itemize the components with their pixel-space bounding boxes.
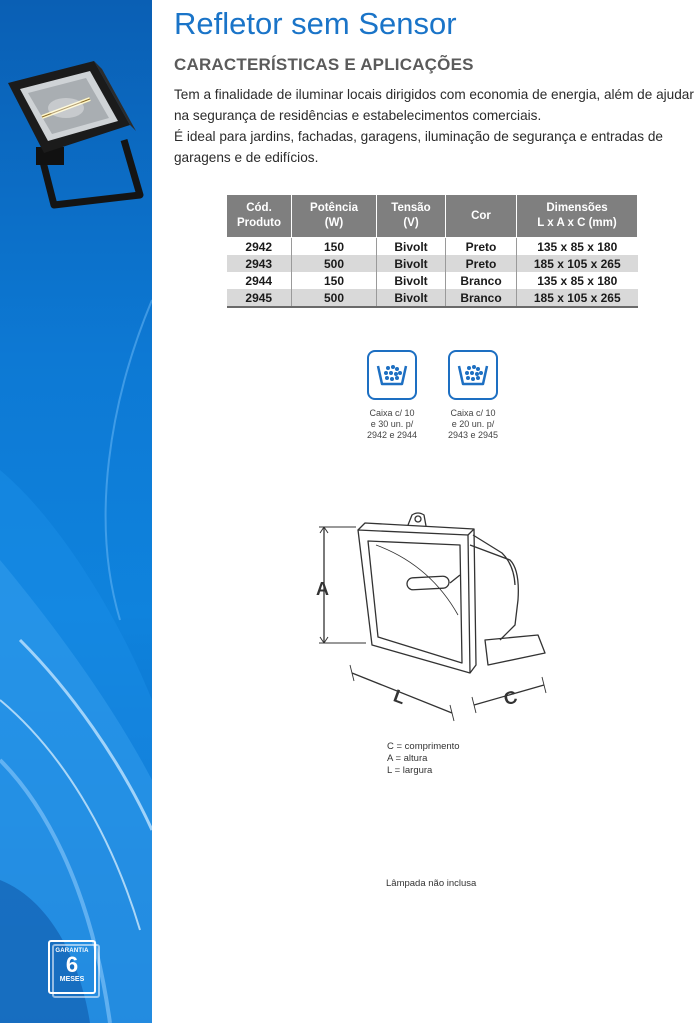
sidebar-banner <box>0 0 152 1023</box>
cell-voltage: Bivolt <box>377 289 446 307</box>
cell-power: 150 <box>292 238 377 256</box>
cell-color: Branco <box>446 272 517 289</box>
warranty-top-text: GARANTIA <box>55 948 89 954</box>
label-l: L <box>390 685 409 709</box>
packaging-info-2 <box>436 350 510 441</box>
floodlight-photo <box>2 55 148 215</box>
description-paragraph: Tem a finalidade de iluminar locais dirigidos com economia de energia, além de ajudar na segurança de residências e estabelecimentos comerciais. <box>174 87 694 123</box>
cell-voltage: Bivolt <box>377 238 446 256</box>
legend-item: L = largura <box>387 765 433 776</box>
lamp-note: Lâmpada não inclusa <box>386 878 477 889</box>
cell-voltage: Bivolt <box>377 272 446 289</box>
warranty-bottom-text: MESES <box>59 976 85 983</box>
header-line: Potência <box>310 202 358 214</box>
cell-code: 2943 <box>227 255 292 272</box>
cell-color: Preto <box>446 238 517 256</box>
header-line: Dimensões <box>546 202 608 214</box>
header-line: Cód. <box>246 202 272 214</box>
packaging-line: e 30 un. p/ <box>370 419 414 429</box>
table-row <box>227 272 638 289</box>
section-subtitle: CARACTERÍSTICAS E APLICAÇÕES <box>174 55 474 74</box>
packaging-line: Caixa c/ 10 <box>450 408 496 418</box>
warranty-badge <box>48 940 100 998</box>
table-row <box>227 289 638 307</box>
spec-table <box>226 194 638 308</box>
cell-power: 500 <box>292 255 377 272</box>
cell-dimensions: 135 x 85 x 180 <box>517 272 638 289</box>
cell-dimensions: 135 x 85 x 180 <box>517 238 638 256</box>
label-a: A <box>316 579 329 599</box>
cell-code: 2944 <box>227 272 292 289</box>
box-icon <box>448 350 498 400</box>
table-row <box>227 238 638 256</box>
description-paragraph: É ideal para jardins, fachadas, garagens, iluminação de segurança e entradas de garagens e de edifícios. <box>174 129 663 165</box>
header-color <box>446 195 517 238</box>
header-dimensions <box>517 195 638 238</box>
header-power <box>292 195 377 238</box>
header-line: Produto <box>236 217 282 229</box>
header-line: (W) <box>324 217 344 229</box>
packaging-info-1 <box>355 350 429 441</box>
packaging-line: e 20 un. p/ <box>451 419 495 429</box>
header-voltage <box>377 195 446 238</box>
cell-code: 2942 <box>227 238 292 256</box>
description <box>174 84 694 168</box>
cell-power: 500 <box>292 289 377 307</box>
header-code <box>227 195 292 238</box>
header-line: (V) <box>403 217 419 229</box>
header-line: Cor <box>471 209 491 222</box>
warranty-number: 6 <box>65 952 79 977</box>
cell-color: Preto <box>446 255 517 272</box>
header-line: L x A x C (mm) <box>537 217 617 229</box>
box-icon <box>367 350 417 400</box>
packaging-line: 2943 e 2945 <box>447 430 499 440</box>
table-row <box>227 255 638 272</box>
header-line: Tensão <box>391 202 431 214</box>
dimension-legend <box>387 741 460 777</box>
legend-item: C = comprimento <box>387 741 460 752</box>
table-header-row <box>227 195 638 238</box>
packaging-line: Caixa c/ 10 <box>369 408 415 418</box>
cell-voltage: Bivolt <box>377 255 446 272</box>
page-title: Refletor sem Sensor <box>174 6 457 41</box>
packaging-line: 2942 e 2944 <box>366 430 418 440</box>
dimension-diagram <box>310 505 560 730</box>
cell-dimensions: 185 x 105 x 265 <box>517 255 638 272</box>
cell-code: 2945 <box>227 289 292 307</box>
cell-dimensions: 185 x 105 x 265 <box>517 289 638 307</box>
legend-item: A = altura <box>387 753 428 764</box>
cell-color: Branco <box>446 289 517 307</box>
cell-power: 150 <box>292 272 377 289</box>
label-c: C <box>501 686 520 710</box>
